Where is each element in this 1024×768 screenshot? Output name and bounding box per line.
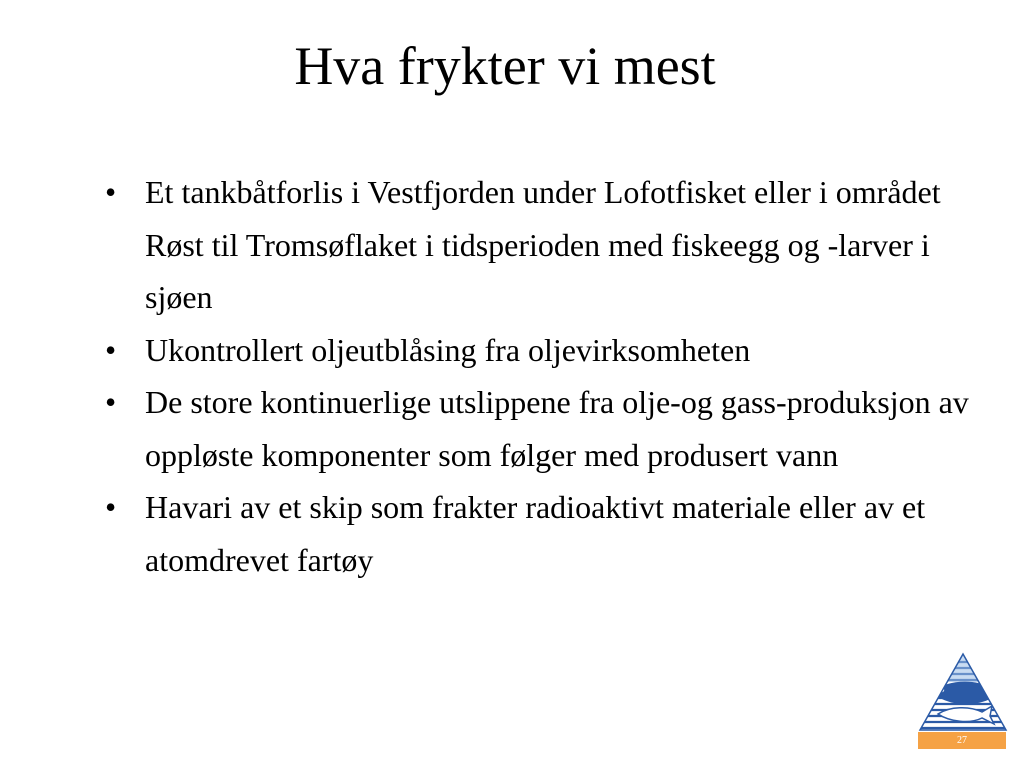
fish-triangle-logo-icon: [918, 652, 1008, 732]
bullet-marker: •: [105, 174, 117, 210]
slide-title: Hva frykter vi mest: [294, 36, 716, 96]
list-item: [105, 324, 985, 377]
list-item: [105, 481, 985, 586]
list-item: [105, 376, 985, 481]
bullet-list: [105, 166, 985, 586]
bullet-marker: •: [105, 331, 117, 368]
bullet-text: Et tankbåtforlis i Vestfjorden under Lofotfisket eller i området Røst til Tromsøflaket i tidsperioden med fiskeegg og -larver i sjøen: [145, 174, 941, 315]
page-number-badge: [918, 732, 1006, 749]
bullet-text: De store kontinuerlige utslippene fra olje-og gass-produksjon av oppløste komponenter som følger med produsert vann: [145, 384, 969, 473]
bullet-marker: •: [105, 489, 117, 525]
bullet-text: Ukontrollert oljeutblåsing fra oljevirksomheten: [145, 331, 751, 368]
page-number: 27: [957, 735, 967, 746]
list-item: [105, 166, 985, 324]
bullet-text: Havari av et skip som frakter radioaktivt materiale eller av et atomdrevet fartøy: [145, 489, 926, 578]
bullet-marker: •: [105, 384, 117, 420]
